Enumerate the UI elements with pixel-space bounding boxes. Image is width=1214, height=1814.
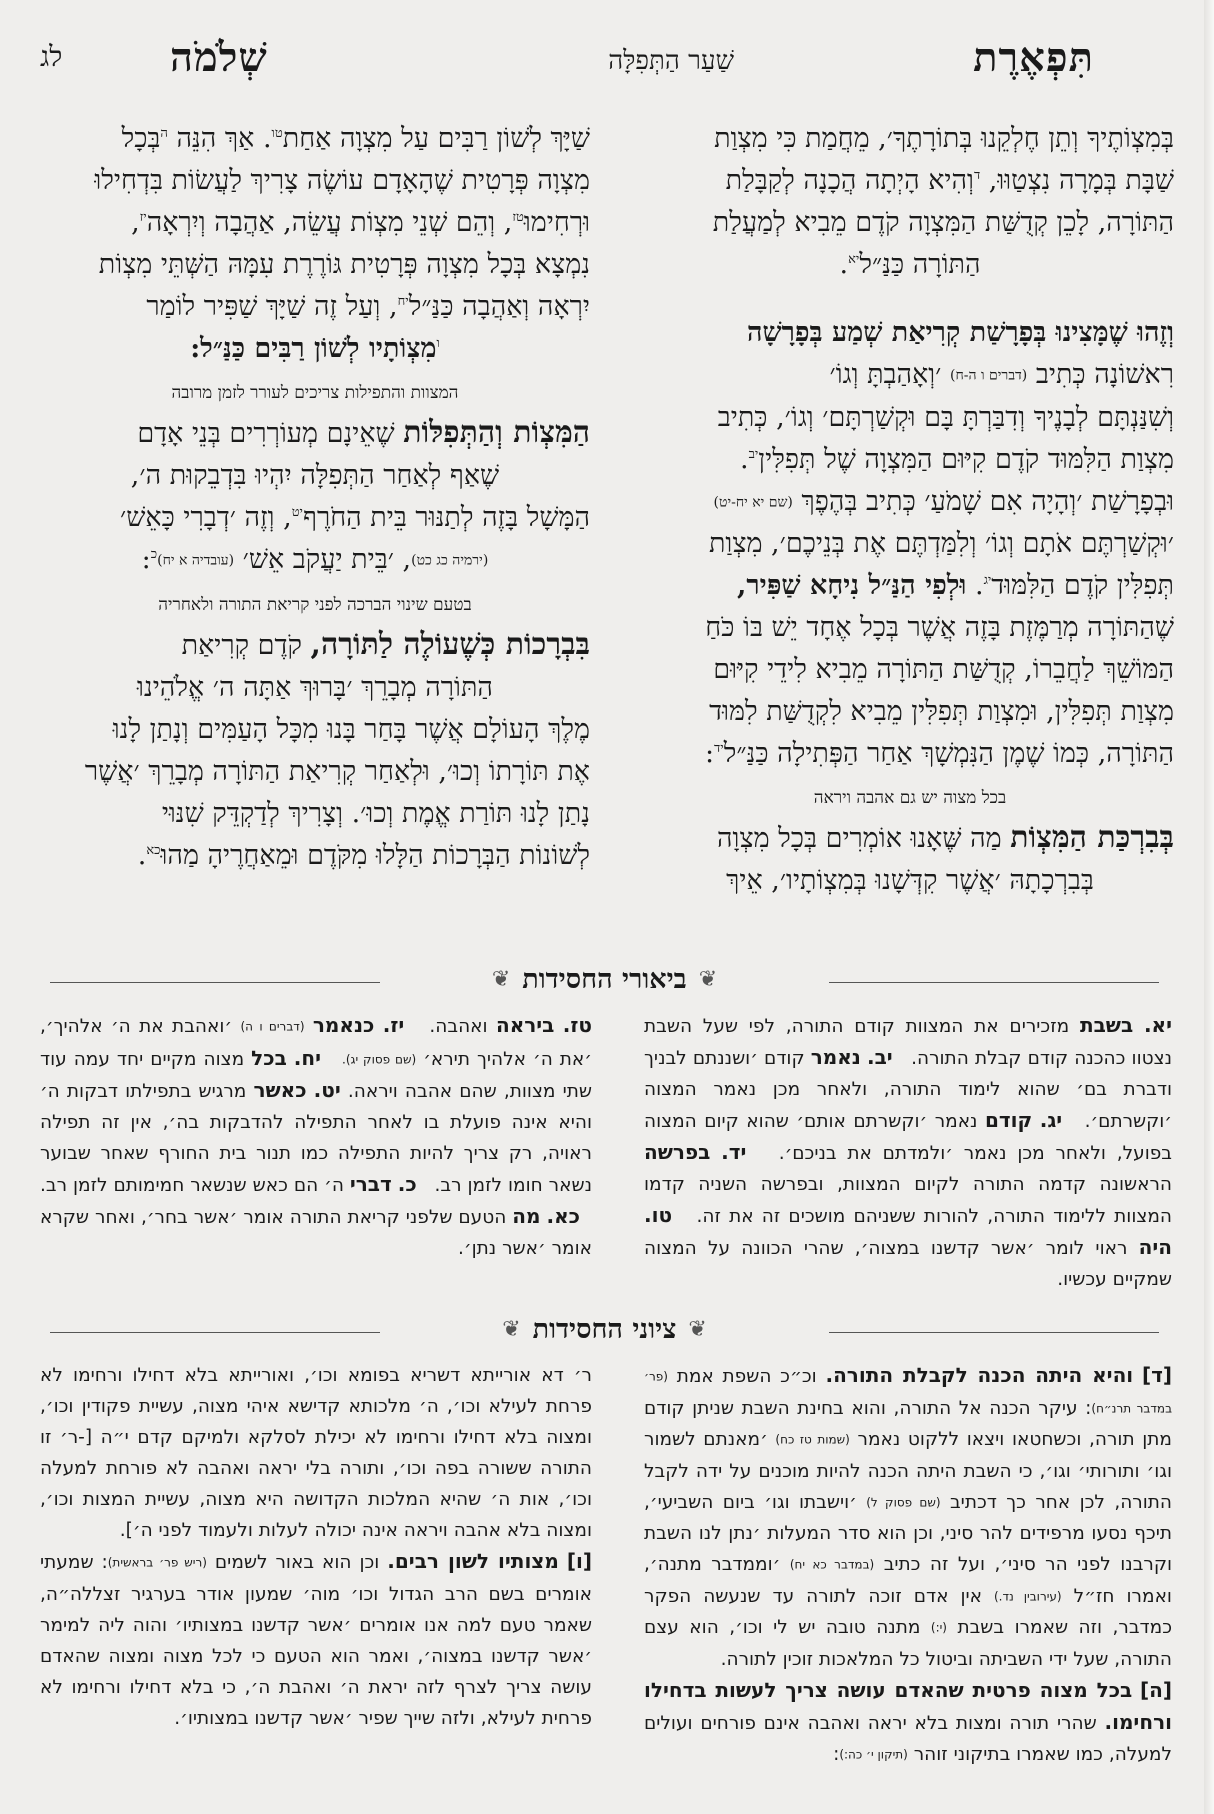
divider-rule bbox=[50, 1332, 380, 1333]
text-line: הַמִּצְוֹת וְהַתְּפִלּוֹת שֶׁאֵינָם מְעוֹרְרִים בְּנֵי אָדָם bbox=[137, 415, 590, 450]
text-line: מִצְוַת הַלִּמּוּד קֹדֶם קִיּוּם הַמִּצְוָה שֶׁל תְּפִלִּין$^{יב}$. bbox=[740, 443, 1174, 475]
text-line: (ירמיה כג כט), ׳בֵּית יַעֲקֹב אֵשׁ׳ (עובדיה א יח)$^כ$: bbox=[141, 544, 489, 575]
text-line: וְזֶהוּ שֶׁמָּצִינוּ בְּפָרָשַׁת קְרִיאַת שְׁמַע בְּפָרָשָׁה bbox=[746, 317, 1174, 348]
running-header bbox=[40, 34, 1154, 84]
text-line: בְּבִרְכָתָהּ ׳אֲשֶׁר קִדְּשָׁנוּ בְּמִצְוֹתָיו׳, אֵיךְ bbox=[726, 865, 1094, 896]
text-line: וּרְחִימוּ$^{טז}$, וְהֵם שְׁנֵי מִצְוֹת עֲשֵׂה, אַהֲבָה וְיִרְאָה$^{יז}$, bbox=[131, 207, 590, 238]
text-line: הַמּוֹשֵׁךְ לַחֲבֵרוֹ, קְדֻשַּׁת הַתּוֹרָה מֵבִיא לִידֵי קִיּוּם bbox=[713, 654, 1174, 685]
text-line: מִצְוַת תְּפִלִּין, וּמִצְוַת תְּפִלִּין מֵבִיא לִקְדֻשַּׁת לִמּוּד bbox=[709, 696, 1174, 727]
ornament-flourish-icon: ❦ bbox=[491, 967, 511, 992]
text-line: הַתּוֹרָה, כְּמוֹ שֶׁמֶן הַנִּמְשָׁךְ אַחַר הַפְּתִילָה כַּנַּ״ל$^{יד}$: bbox=[704, 738, 1174, 769]
tziyunei-right-column bbox=[644, 1360, 1172, 1770]
header-section-title: שַׁעַר הַתְּפִלָּה bbox=[608, 46, 734, 76]
text-line: וּבְפָרָשַׁת ׳וְהָיָה אִם שָׁמֹעַ׳ כְּתִיב בְּהֶפֶךְ (שם יא יח-יט) bbox=[713, 485, 1174, 517]
commentary-entry: טז. ביראה ואהבה. יז. כנאמר (דברים ו ה) ׳ואהבת את ה׳ אלהיך׳, ׳את ה׳ אלהיך תירא׳ (שם פסוק יג). יח. בכל מצוה מקיים יחד עמה עוד שתי מצוות, שהם אהבה ויראה. יט. כאשר מרגיש בתפילתו דבקות ה׳ והיא אינה פועלת בו לאחר התפילה להדבקות בה׳, אין זה תפילה ראויה, רק צריך להיות התפילה כמו תנור בית החורף שאחר שבוער נשאר חומו לזמן רב. כ. דברי ה׳ הם כאש שנשאר חמימותם לזמן רב. כא. מה הטעם שלפני קריאת התורה אומר ׳אשר בחר׳, ואחר שקרא אומר ׳אשר נתן׳. bbox=[40, 1013, 592, 1259]
section-title: ציוני החסידות bbox=[532, 1314, 677, 1345]
source-entry: [ד] והיא היתה הכנה לקבלת התורה. וכ״כ השפת אמת (פר׳ במדבר תרנ״ח): עיקר הכנה אל התורה, והוא בחינת השבת שניתן קודם מתן תורה, וכשחטאו ויצאו ללקוט נאמר (שמות טז כח) ׳מאנתם לשמור וגו׳ ותורותי׳ וגו׳, כי השבת היתה הכנה להיות מוכנים על ידה לקבל התורה, לכן אחר כך דכתיב (שם פסוק ל) ׳וישבתו וגו׳ ביום השביעי׳, תיכף נסעו מרפידים להר סיני, וכן הוא סדר המעלות ׳נתן לנו השבת וקרבנו לפני הר סיני׳, ועל זה כתיב (במדבר כא יח) ׳וממדבר מתנה׳, ואמרו חז״ל (עירובין נד.) אין אדם זוכה לתורה עד שנעשה הפקר כמדבר, וזה שאמרו בשבת (י:) מתנה טובה יש לי וכו׳, הוא עצם התורה, שעל ידי השביתה וביטול כל המלאכות זוכין לתורה. bbox=[644, 1363, 1173, 1670]
text-line: הַתּוֹרָה כַּנַּ״ל$^{יא}$. bbox=[839, 249, 981, 280]
source-entry: [ו] מצותיו לשון רבים. וכן הוא באור לשמים (ריש פר׳ בראשית): שמעתי אומרים בשם הרב הגדול וכו׳ מוה׳ שמעון אודר בערגיר זצללה״ה, שאמר טעם למה אנו אומרים ׳אשר קדשנו במצותיו׳ והוה ליה למימר ׳אשר קדשנו במצוה׳, ואמר הוא הטעם כי לכל מצוה ומצוה שהאדם עושה צריך לצרף לזה יראת ה׳ ואהבת ה׳, כי בלא דחילו ורחימו לא פרחית לעילא, ולזה שייך שפיר ׳אשר קדשנו במצותיו׳. bbox=[40, 1549, 592, 1729]
source-entry: ר׳ דא אורייתא דשריא בפומא וכו׳, ואורייתא בלא דחילו ורחימו לא פרחת לעילא וכו׳, ה׳ מלכותא קדישא איהי מצוה, עשיית פקודין וכו׳, ומצוה בלא דחילו ורחימו לא יכילת לסלקא ולמיקם קדם י״ה [-ר׳ זו התורה ששורה בפה וכו׳, ותורה בלי יראה ואהבה לא פורחת למעלה וכו׳, אות ה׳ שהיא המלכות הקדושה היא מצוה, עשיית המצות וכו׳, ומצוה בלא אהבה ויראה אינה יכולה לעלות ולעמוד לפני ה׳]. bbox=[40, 1365, 592, 1541]
text-line: $^ו$מִצְוֹתָיו לְשׁוֹן רַבִּים כַּנַּ״ל: bbox=[190, 333, 440, 364]
subheading: המצוות והתפילות צריכים לעורר לזמן מרובה bbox=[171, 383, 459, 403]
text-line: לְשׁוֹנוֹת הַבְּרָכוֹת הַלָּלוּ מִקֹּדֶם וּמֵאַחֲרֶיהָ מַהוּ$^{כא}$. bbox=[137, 839, 590, 871]
text-line: ׳וּקְשַׁרְתֶּם אֹתָם וְגוֹ׳ וְלִמַּדְתֶּם אֶת בְּנֵיכֶם׳, מִצְוַת bbox=[708, 528, 1174, 559]
commentary-entry: יא. בשבת מזכירים את המצוות קודם התורה, לפי שעל השבת נצטוו כהכנה קודם קבלת התורה. יב. נאמר קודם ׳ושננתם לבניך ודברת בם׳ שהוא לימוד התורה, ולאחר מכן נאמר המצוה ׳וקשרתם׳. יג. קודם נאמר ׳וקשרתם אותם׳ שהוא קיום המצוה בפועל, ולאחר מכן נאמר ׳ולמדתם את בניכם׳. יד. בפרשה הראשונה קדמה התורה לקיום המצוות, ובפרשה השניה קדמו המצוות ללימוד התורה, להורות ששניהם מושכים זה את זה. טו. היה ראוי לומר ׳אשר קדשנו במצוה׳, שהרי הכוונה על המצוה שמקיים עכשיו. bbox=[644, 1013, 1172, 1290]
ornament-flourish-icon: ❦ bbox=[502, 1317, 521, 1342]
text-line: בְּמִצְוֹתֶיךָ וְתֵן חֶלְקֵנוּ בְּתוֹרָתֶךָ׳, מֵחֲמַת כִּי מִצְוַת bbox=[714, 123, 1174, 154]
text-line: בְּבִרְכַּת הַמִּצְוֹת מַה שֶּׁאָנוּ אוֹמְרִים בְּכָל מִצְוָה bbox=[717, 820, 1174, 855]
text-line: הַתּוֹרָה, לָכֵן קְדֻשַּׁת הַמִּצְוָה קֹדֶם מֵבִיא לְמַעֲלַת bbox=[712, 207, 1174, 238]
text-line: תְּפִלִּין קֹדֶם הַלִּמּוּד$^{יג}$. וּלְפִי הַנַּ״ל נִיחָא שַׁפִּיר, bbox=[736, 570, 1174, 601]
section-divider-biurei bbox=[50, 962, 1159, 1002]
text-line: שֶׁהַתּוֹרָה מְרַמֶּזֶת בָּזֶה אֲשֶׁר בְּכָל אֶחָד יֵשׁ בּוֹ כֹּחַ bbox=[705, 612, 1174, 643]
text-line: הַתּוֹרָה מְבָרֵךְ ׳בָּרוּךְ אַתָּה ה׳ אֱלֹהֵינוּ bbox=[137, 671, 493, 703]
tziyunei-left-column bbox=[40, 1360, 592, 1734]
text-line: נִמְצָא בְּכָל מִצְוָה פְּרָטִית גּוֹרֶרֶת עִמָּהּ הַשְּׁתֵּי מִצְוֹת bbox=[98, 249, 590, 280]
text-line: נָתַן לָנוּ תּוֹרַת אֱמֶת וְכוּ׳. וְצָרִיךְ לְדַקְדֵּק שִׁנּוּי bbox=[161, 797, 590, 829]
text-line: שֶׁאַף לְאַחַר הַתְּפִלָּה יִהְיוּ בִּדְבֵקוּת ה׳, bbox=[130, 460, 500, 491]
section-title: ביאורי החסידות bbox=[522, 964, 687, 995]
biurei-left-column bbox=[40, 1010, 592, 1264]
text-line: יִרְאָה וְאַהֲבָה כַּנַּ״ל$^{יח}$, וְעַל זֶה שַׁיָּךְ שַׁפִּיר לוֹמַר bbox=[146, 291, 590, 322]
main-text-right-column bbox=[646, 118, 1174, 902]
text-line: אֶת תּוֹרָתוֹ וְכוּ׳, וּלְאַחַר קְרִיאַת הַתּוֹרָה מְבָרֵךְ ׳אֲשֶׁר bbox=[84, 755, 590, 787]
ornament-flourish-icon: ❦ bbox=[688, 1317, 707, 1342]
page-number: לג bbox=[40, 40, 63, 73]
divider-rule bbox=[829, 1332, 1159, 1333]
header-title-right: תִּפְאֶרֶת bbox=[973, 34, 1094, 81]
text-line: בִּבְרָכוֹת כְּשֶׁעוֹלֶה לַתּוֹרָה, קֹדֶם קְרִיאַת bbox=[181, 626, 590, 662]
text-line: מֶלֶךְ הָעוֹלָם אֲשֶׁר בָּחַר בָּנוּ מִכָּל הָעַמִּים וְנָתַן לָנוּ bbox=[112, 713, 590, 745]
biurei-right-column bbox=[644, 1010, 1172, 1295]
page-edge bbox=[1204, 0, 1214, 1814]
text-line: וְשִׁנַּנְתָּם לְבָנֶיךָ וְדִבַּרְתָּ בָּם וּקְשַׁרְתָּם׳ וְגוֹ׳, כְּתִיב bbox=[717, 401, 1174, 433]
main-text-left-column bbox=[40, 118, 590, 877]
header-title-left: שְׁלֹמֹה bbox=[170, 34, 268, 81]
section-divider-tziyunei bbox=[50, 1312, 1159, 1352]
text-line: שַׁיָּךְ לְשׁוֹן רַבִּים עַל מִצְוָה אַחַת$^{טו}$. אַךְ הִנֵּה $^ה$בְּכָל bbox=[121, 123, 590, 154]
subheading: בטעם שינוי הברכה לפני קריאת התורה ולאחריה bbox=[158, 594, 472, 615]
text-line: הַמָּשָׁל בָּזֶה לְתַנּוּר בֵּית הַחֹרֶף$^{יט}$, וְזֶה ׳דְבָרִי כָּאֵשׁ׳ bbox=[120, 502, 590, 533]
divider-rule bbox=[829, 982, 1159, 983]
ornament-flourish-icon: ❦ bbox=[698, 967, 718, 992]
text-line: רִאשׁוֹנָה כְּתִיב (דברים ו ה-ח) ׳וְאָהַבְתָּ וְגוֹ׳ bbox=[829, 359, 1174, 390]
text-line: שַׁבָּת בְּמָרָה נִצְטַוּוּ, $^ד$וְהִיא הָיְתָה הֲכָנָה לְקַבָּלַת bbox=[725, 165, 1174, 196]
text-line: מִצְוָה פְּרָטִית שֶׁהָאָדָם עוֹשֶׂה צָרִיךְ לַעֲשׂוֹת בִּדְחִילוּ bbox=[94, 165, 590, 196]
divider-rule bbox=[50, 982, 380, 983]
source-entry: [ה] בכל מצוה פרטית שהאדם עושה צריך לעשות בדחילו ורחימו. שהרי תורה ומצות בלא יראה ואהבה אינם פורחים ועולים למעלה, כמו שאמרו בתיקוני זוהר (תיקון י׳ כה:): bbox=[644, 1677, 1172, 1765]
subheading: בכל מצוה יש גם אהבה ויראה bbox=[813, 788, 1007, 808]
